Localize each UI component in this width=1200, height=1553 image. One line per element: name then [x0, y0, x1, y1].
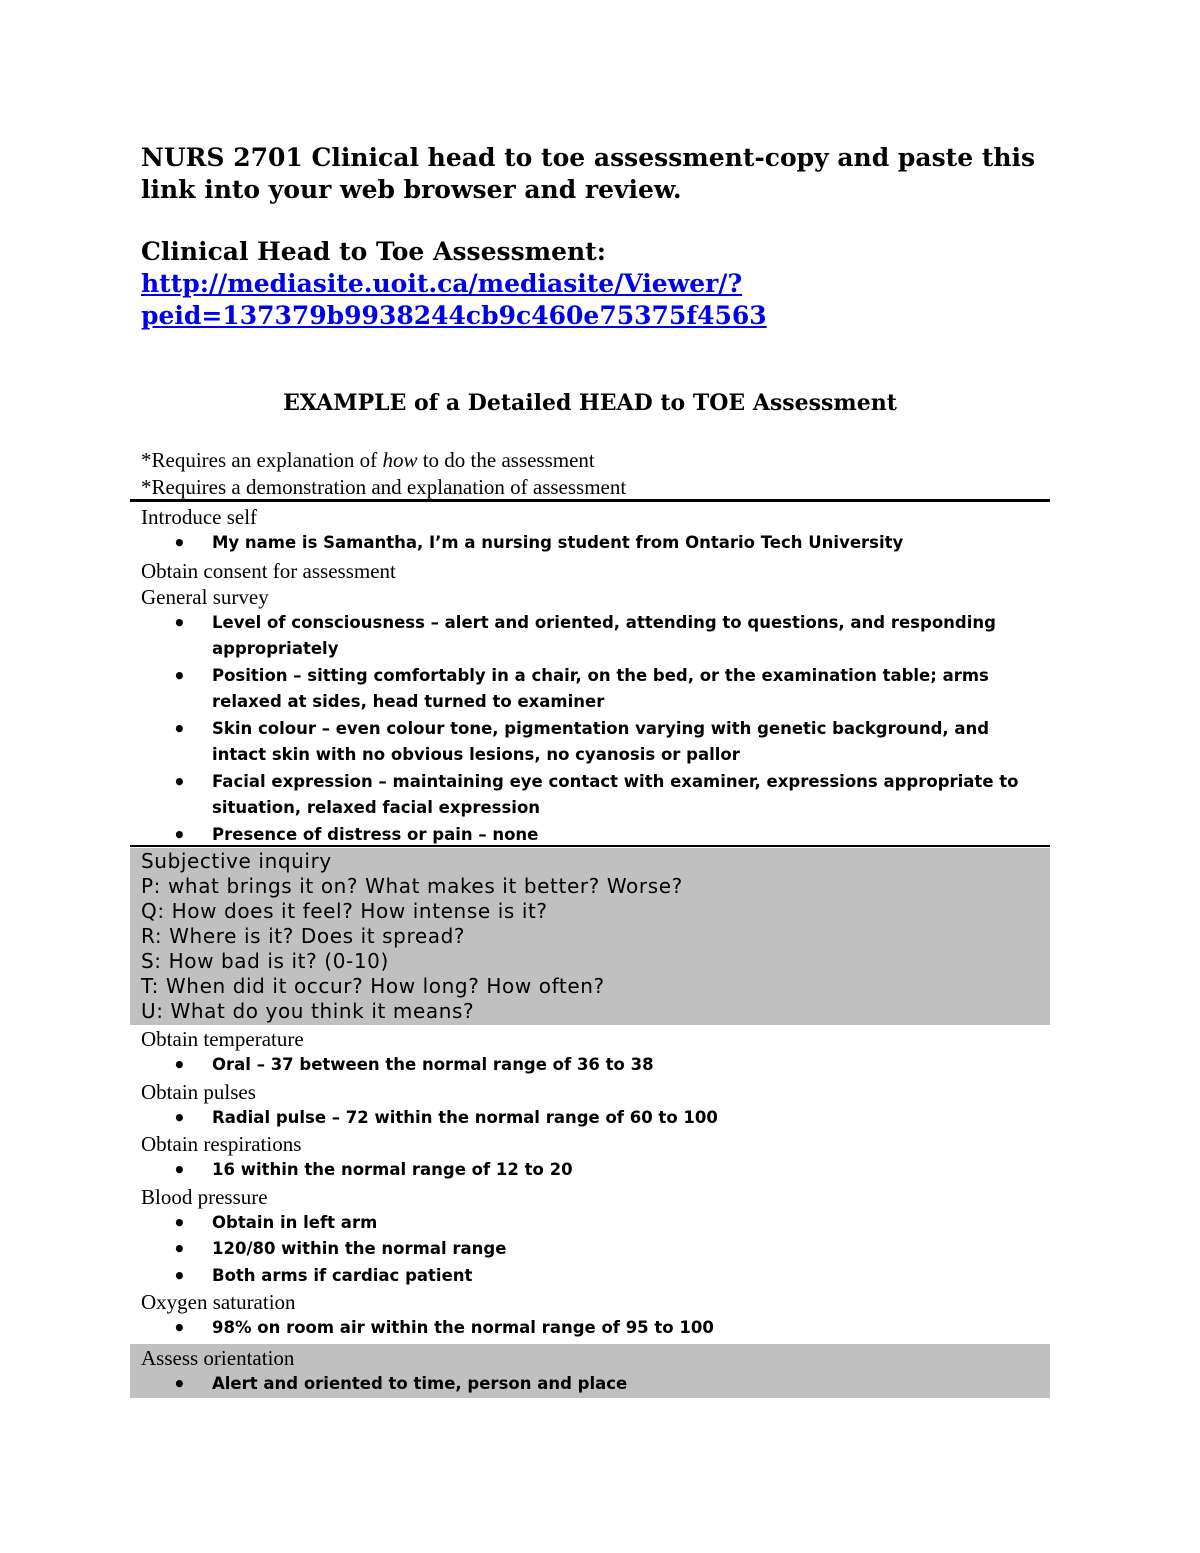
subjective-inquiry-box — [130, 848, 1050, 1025]
note-demonstration: *Requires a demonstration and explanation of assessment — [141, 475, 627, 499]
pqrstu-line: T: When did it occur? How long? How often? — [141, 974, 605, 998]
note1-pre: *Requires an explanation of — [141, 448, 383, 472]
mediasite-link[interactable] — [141, 268, 1071, 332]
note-explanation — [141, 447, 1041, 474]
list-item: • Alert and oriented to time, person and place — [141, 1371, 1050, 1398]
blood-pressure-list — [141, 1210, 1050, 1290]
list-item: • 98% on room air within the normal range of 95 to 100 — [141, 1315, 1050, 1342]
list-item: • Radial pulse – 72 within the normal range of 60 to 100 — [141, 1105, 1050, 1132]
heading-consent: Obtain consent for assessment — [141, 558, 396, 583]
note1-post: to do the assessment — [417, 448, 595, 472]
list-item: • Oral – 37 between the normal range of 36 to 38 — [141, 1052, 1050, 1079]
assess-orientation-box — [130, 1344, 1050, 1398]
pqrstu-line: Q: How does it feel? How intense is it? — [141, 899, 548, 923]
list-item: • 120/80 within the normal range — [141, 1236, 1050, 1263]
subjective-heading: Subjective inquiry — [141, 849, 332, 873]
requirements-notes — [141, 447, 1041, 501]
heading-respirations: Obtain respirations — [141, 1132, 302, 1156]
list-item: • Obtain in left arm — [141, 1210, 1050, 1237]
divider-top — [130, 499, 1050, 502]
list-item: • Presence of distress or pain – none — [141, 822, 1050, 849]
note1-emphasis: how — [382, 448, 418, 472]
section-vitals — [130, 1026, 1050, 1342]
list-item: • Skin colour – even colour tone, pigmentation varying with genetic background, and intact skin with no obvious lesions, no cyanosis or pallor — [141, 716, 1050, 769]
temperature-list — [141, 1052, 1050, 1079]
list-item: • My name is Samantha, I’m a nursing student from Ontario Tech University — [141, 530, 1050, 557]
list-item: • Position – sitting comfortably in a chair, on the bed, or the examination table; arms relaxed at sides, head turned to examiner — [141, 663, 1050, 716]
course-title: NURS 2701 Clinical head to toe assessment-copy and paste this link into your web browser and review. — [141, 143, 1036, 204]
link-part-2: peid=137379b9938244cb9c460e75375f4563 — [141, 301, 767, 330]
example-heading: EXAMPLE of a Detailed HEAD to TOE Assessment — [283, 390, 897, 416]
heading-temperature: Obtain temperature — [141, 1027, 304, 1051]
title-block — [141, 142, 1071, 332]
pqrstu-line: P: what brings it on? What makes it better? Worse? — [141, 874, 683, 898]
link-label: Clinical Head to Toe Assessment: — [141, 237, 606, 266]
pqrstu-line: U: What do you think it means? — [141, 999, 475, 1023]
list-item: • 16 within the normal range of 12 to 20 — [141, 1157, 1050, 1184]
general-survey-list — [141, 610, 1050, 849]
pulses-list — [141, 1105, 1050, 1132]
list-item: • Both arms if cardiac patient — [141, 1263, 1050, 1290]
pqrstu-line: S: How bad is it? (0-10) — [141, 949, 389, 973]
divider-subjective — [130, 845, 1050, 847]
pqrstu-line: R: Where is it? Does it spread? — [141, 924, 466, 948]
intro-list — [141, 530, 1050, 557]
heading-pulses: Obtain pulses — [141, 1079, 256, 1104]
link-part-1: http://mediasite.uoit.ca/mediasite/Viewer/? — [141, 269, 743, 298]
heading-blood-pressure: Blood pressure — [141, 1184, 268, 1209]
heading-introduce-self: Introduce self — [141, 505, 258, 529]
heading-assess-orientation: Assess orientation — [141, 1346, 295, 1370]
list-item: • Level of consciousness – alert and oriented, attending to questions, and responding appropriately — [141, 610, 1050, 663]
respirations-list — [141, 1157, 1050, 1184]
list-item: • Facial expression – maintaining eye contact with examiner, expressions appropriate to situation, relaxed facial expression — [141, 769, 1050, 822]
orientation-list — [141, 1371, 1050, 1398]
heading-oxygen-saturation: Oxygen saturation — [141, 1290, 296, 1314]
heading-general-survey: General survey — [141, 584, 269, 609]
oxygen-list — [141, 1315, 1050, 1342]
section-intro-through-survey — [130, 504, 1050, 848]
